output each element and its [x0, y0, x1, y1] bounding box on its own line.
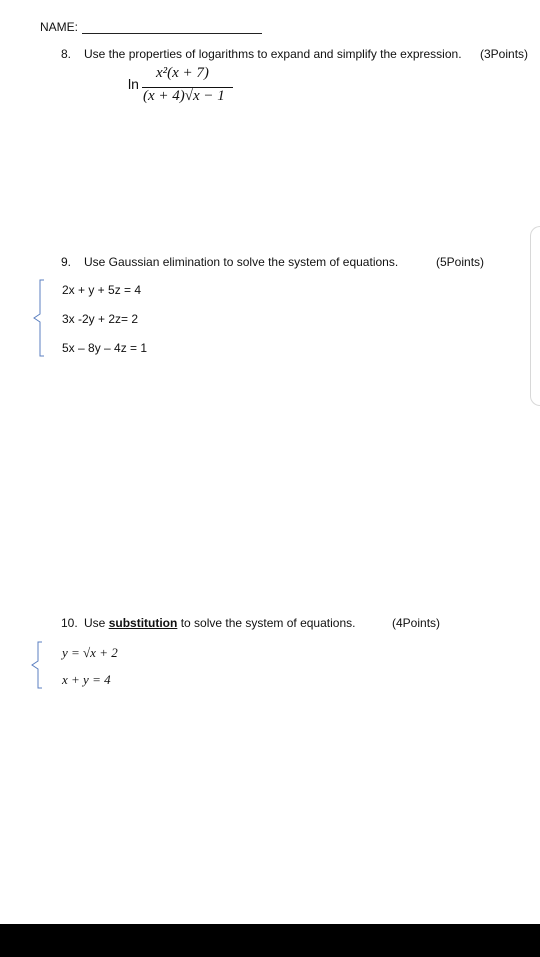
name-label: NAME: — [40, 20, 79, 34]
q10-points: (4Points) — [392, 616, 441, 630]
q9-equation-2: 3x -2y + 2z= 2 — [62, 312, 139, 326]
q10-number: 10. — [61, 616, 78, 630]
name-blank-line — [82, 33, 262, 34]
q10-equation-2: x + y = 4 — [62, 672, 111, 687]
bottom-bar — [0, 924, 540, 957]
q10-method: substitution — [108, 616, 178, 630]
q10-instruction-pre: Use — [84, 616, 106, 630]
q9-equation-1: 2x + y + 5z = 4 — [62, 283, 142, 297]
q10-equation-1: y = √x + 2 — [62, 645, 118, 660]
q9-points: (5Points) — [436, 255, 485, 269]
q8-instruction: Use the properties of logarithms to expand and simplify the expression. — [84, 47, 462, 61]
q10-instruction — [84, 616, 355, 630]
q9-brace-icon — [30, 278, 46, 360]
q8-denominator: (x + 4)√x − 1 — [143, 88, 225, 104]
q10-instruction-post: to solve the system of equations. — [180, 616, 356, 630]
q8-ln: ln — [128, 76, 139, 92]
q9-number: 9. — [61, 255, 72, 269]
q8-numerator: x²(x + 7) — [156, 65, 209, 81]
q10-brace-icon — [28, 640, 44, 690]
q8-points: (3Points) — [480, 47, 529, 61]
side-panel-tab[interactable] — [530, 226, 540, 406]
q8-number: 8. — [61, 47, 72, 61]
q9-equation-3: 5x – 8y – 4z = 1 — [62, 341, 148, 355]
q9-instruction: Use Gaussian elimination to solve the system of equations. — [84, 255, 399, 269]
